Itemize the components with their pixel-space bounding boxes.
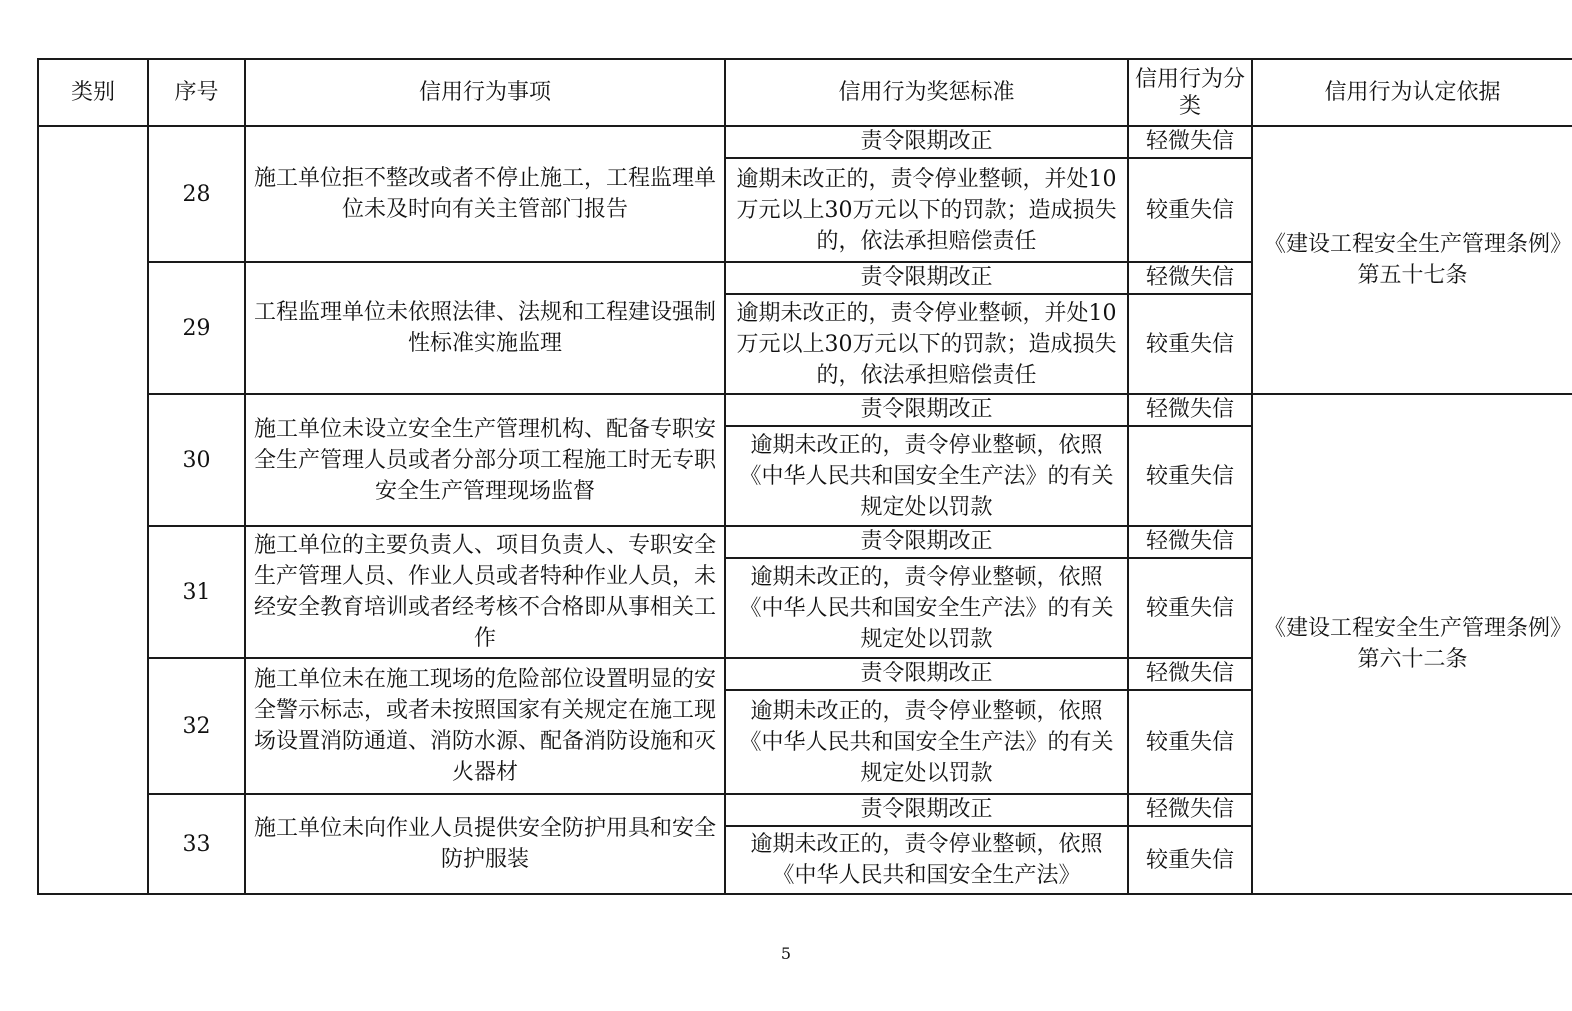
header-standard: 信用行为奖惩标准 (725, 59, 1128, 126)
seq-cell: 30 (148, 394, 245, 526)
classification-light-cell: 轻微失信 (1128, 526, 1252, 558)
classification-light-cell: 轻微失信 (1128, 262, 1252, 294)
classification-heavy-cell: 较重失信 (1128, 294, 1252, 394)
category-cell (38, 126, 148, 894)
standard-heavy-cell: 逾期未改正的，责令停业整顿，并处10万元以上30万元以下的罚款；造成损失的，依法承担赔偿责任 (725, 294, 1128, 394)
seq-cell: 33 (148, 794, 245, 894)
matter-cell: 施工单位的主要负责人、项目负责人、专职安全生产管理人员、作业人员或者特种作业人员，未经安全教育培训或者经考核不合格即从事相关工作 (245, 526, 725, 658)
classification-heavy-cell: 较重失信 (1128, 158, 1252, 262)
matter-cell: 施工单位拒不整改或者不停止施工，工程监理单位未及时向有关主管部门报告 (245, 126, 725, 262)
basis-cell: 《建设工程安全生产管理条例》第六十二条 (1252, 394, 1572, 894)
standard-heavy-cell: 逾期未改正的，责令停业整顿，依照《中华人民共和国安全生产法》 (725, 826, 1128, 894)
matter-cell: 工程监理单位未依照法律、法规和工程建设强制性标准实施监理 (245, 262, 725, 394)
header-basis: 信用行为认定依据 (1252, 59, 1572, 126)
basis-cell: 《建设工程安全生产管理条例》第五十七条 (1252, 126, 1572, 394)
classification-heavy-cell: 较重失信 (1128, 558, 1252, 658)
standard-heavy-cell: 逾期未改正的，责令停业整顿，依照《中华人民共和国安全生产法》的有关规定处以罚款 (725, 426, 1128, 526)
standard-light-cell: 责令限期改正 (725, 394, 1128, 426)
table-row (38, 126, 1572, 158)
standard-heavy-cell: 逾期未改正的，责令停业整顿，依照《中华人民共和国安全生产法》的有关规定处以罚款 (725, 558, 1128, 658)
seq-cell: 28 (148, 126, 245, 262)
page-number: 5 (780, 944, 792, 963)
header-seq: 序号 (148, 59, 245, 126)
standard-light-cell: 责令限期改正 (725, 526, 1128, 558)
table-header-row (38, 59, 1572, 126)
matter-cell: 施工单位未在施工现场的危险部位设置明显的安全警示标志，或者未按照国家有关规定在施工现场设置消防通道、消防水源、配备消防设施和灭火器材 (245, 658, 725, 794)
classification-heavy-cell: 较重失信 (1128, 690, 1252, 794)
standard-light-cell: 责令限期改正 (725, 262, 1128, 294)
classification-heavy-cell: 较重失信 (1128, 426, 1252, 526)
header-matter: 信用行为事项 (245, 59, 725, 126)
table-row (38, 394, 1572, 426)
credit-behavior-table (37, 58, 1572, 895)
classification-light-cell: 轻微失信 (1128, 658, 1252, 690)
standard-heavy-cell: 逾期未改正的，责令停业整顿，依照《中华人民共和国安全生产法》的有关规定处以罚款 (725, 690, 1128, 794)
seq-cell: 29 (148, 262, 245, 394)
classification-light-cell: 轻微失信 (1128, 794, 1252, 826)
classification-heavy-cell: 较重失信 (1128, 826, 1252, 894)
seq-cell: 31 (148, 526, 245, 658)
header-classification: 信用行为分类 (1128, 59, 1252, 126)
standard-light-cell: 责令限期改正 (725, 126, 1128, 158)
seq-cell: 32 (148, 658, 245, 794)
matter-cell: 施工单位未向作业人员提供安全防护用具和安全防护服装 (245, 794, 725, 894)
classification-light-cell: 轻微失信 (1128, 394, 1252, 426)
classification-light-cell: 轻微失信 (1128, 126, 1252, 158)
matter-cell: 施工单位未设立安全生产管理机构、配备专职安全生产管理人员或者分部分项工程施工时无专职安全生产管理现场监督 (245, 394, 725, 526)
standard-light-cell: 责令限期改正 (725, 658, 1128, 690)
header-category: 类别 (38, 59, 148, 126)
standard-heavy-cell: 逾期未改正的，责令停业整顿，并处10万元以上30万元以下的罚款；造成损失的，依法承担赔偿责任 (725, 158, 1128, 262)
standard-light-cell: 责令限期改正 (725, 794, 1128, 826)
